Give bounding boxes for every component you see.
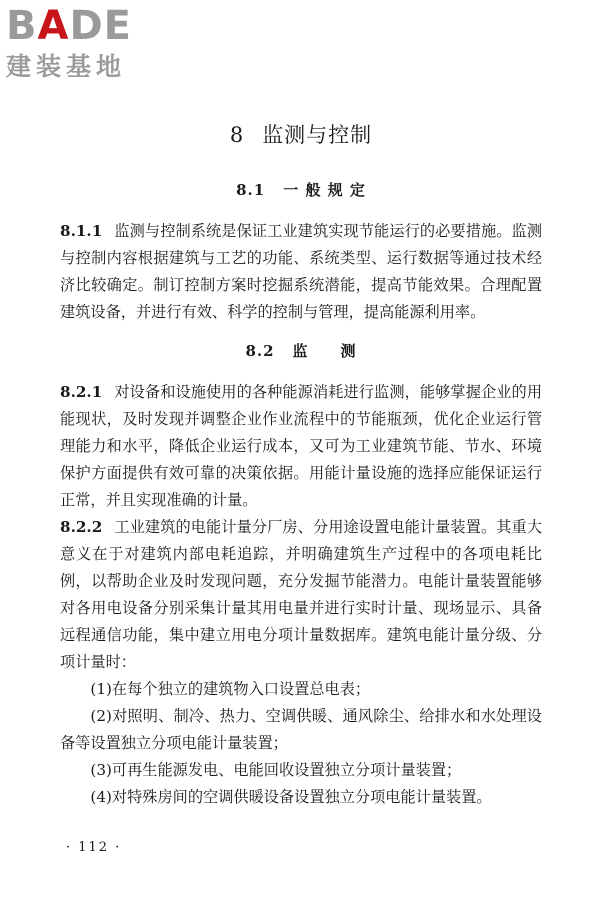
section-heading: 监 测 [292, 342, 357, 360]
list-item: (1)在每个独立的建筑物入口设置总电表； [90, 680, 371, 698]
brand-logo [6, 4, 176, 84]
page-number: · 112 · [66, 840, 122, 855]
section-heading: 一 般 规 定 [283, 181, 366, 199]
chapter-heading: 监测与控制 [262, 123, 373, 147]
section-number: 8.1 [236, 181, 266, 199]
section-number: 8.2 [245, 342, 275, 360]
page-content [60, 115, 542, 811]
clause-8-2-1 [60, 379, 542, 514]
clause-8-1-1 [60, 218, 542, 326]
section-title-8-2 [60, 340, 542, 361]
list-item: (2)对照明、制冷、热力、空调供暖、通风除尘、给排水和水处理设备等设置独立分项电能计量装置； [60, 707, 542, 752]
clause-text: 对设备和设施使用的各种能源消耗进行监测，能够掌握企业的用能现状，及时发现并调整企业作业流程中的节能瓶颈，优化企业运行管理能力和水平，降低企业运行成本，又可为工业建筑节能、节水、环境保护方面提供有效可靠的决策依据。用能计量设施的选择应能保证运行正常，并且实现准确的计量。 [60, 383, 542, 509]
logo-subtitle: 建装基地 [6, 52, 127, 81]
list-item: (4)对特殊房间的空调供暖设备设置独立分项电能计量装置。 [90, 788, 492, 806]
section-title-8-1 [60, 179, 542, 200]
chapter-title [60, 119, 542, 149]
clause-8-2-2 [60, 514, 542, 676]
list-item: (3)可再生能源发电、电能回收设置独立分项计量装置； [90, 761, 462, 779]
clause-number: 8.2.1 [60, 383, 103, 401]
clause-text: 工业建筑的电能计量分厂房、分用途设置电能计量装置。其重大意义在于对建筑内部电耗追踪，并明确建筑生产过程中的各项电耗比例，以帮助企业及时发现问题，充分发掘节能潜力。电能计量装置能够对各用电设备分别采集计量其用电量并进行实时计量、现场显示、具备远程通信功能，集中建立用电分项计量数据库。建筑电能计量分级、分项计量时： [60, 518, 542, 671]
clause-number: 8.2.2 [60, 518, 103, 536]
logo-wordmark: BADE [6, 3, 132, 49]
chapter-number: 8 [229, 123, 245, 147]
clause-text: 监测与控制系统是保证工业建筑实现节能运行的必要措施。监测与控制内容根据建筑与工艺的功能、系统类型、运行数据等通过技术经济比较确定。制订控制方案时挖掘系统潜能，提高节能效果。合理配置建筑设备，并进行有效、科学的控制与管理，提高能源利用率。 [60, 222, 542, 321]
clause-number: 8.1.1 [60, 222, 103, 240]
